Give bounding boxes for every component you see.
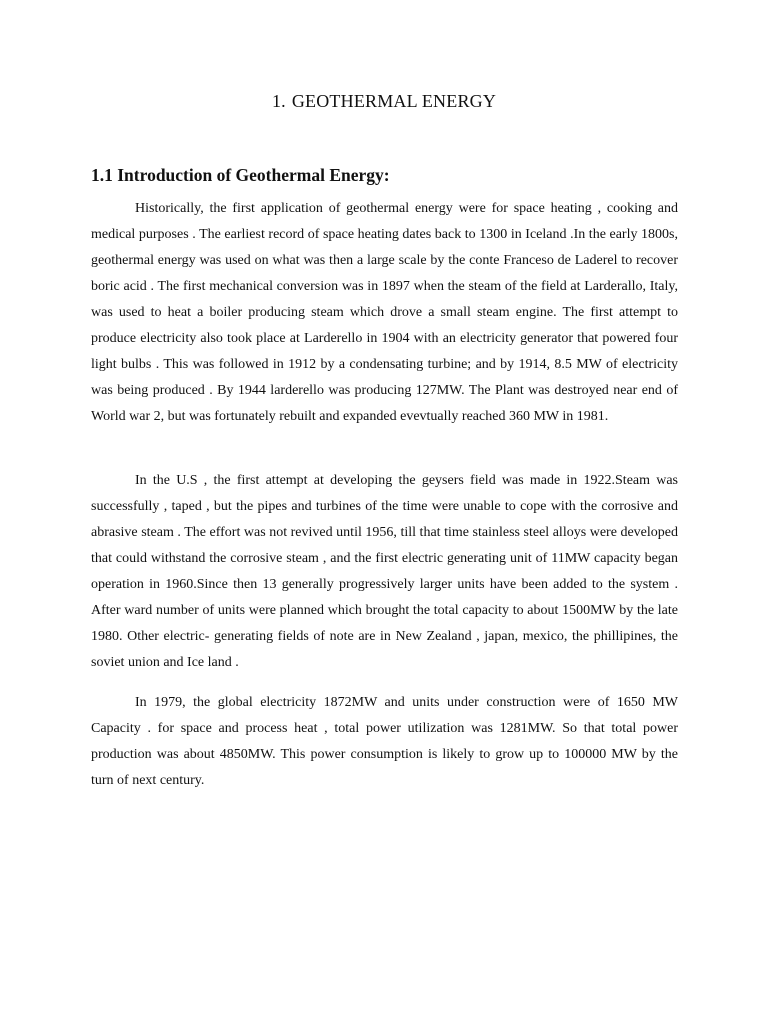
chapter-number: 1.	[271, 91, 286, 111]
paragraph-us-development: In the U.S , the first attempt at developing the geysers field was made in 1922.Steam was successfully , taped , but the pipes and turbines of the time were unable to cope with the corrosive and abrasive steam . The effort was not revived until 1956, till that time stainless steel alloys were developed that could withstand the corrosive steam , and the first electric generating unit of 11MW capacity began operation in 1960.Since then 13 generally progressively larger units have been added to the system . After ward number of units were planned which brought the total capacity to about 1500MW by the late 1980. Other electric- generating fields of note are in New Zealand , japan, mexico, the phillipines, the soviet union and Ice land .	[91, 473, 678, 670]
paragraph-global-capacity: In 1979, the global electricity 1872MW and units under construction were of 1650 MW Capacity . for space and process heat , total power utilization was 1281MW. So that total power production was about 4850MW. This power consumption is likely to grow up to 100000 MW by the turn of next century.	[91, 695, 678, 788]
chapter-title-text: GEOTHERMAL ENERGY	[291, 91, 497, 111]
chapter-title	[0, 89, 768, 113]
paragraph-history: Historically, the first application of geothermal energy were for space heating , cooking and medical purposes . The earliest record of space heating dates back to 1300 in Iceland .In the early 1800s, geothermal energy was used on what was then a large scale by the conte Franceso de Laderel to recover boric acid . The first mechanical conversion was in 1897 when the steam of the field at Larderallo, Italy, was used to heat a boiler producing steam which drove a small steam engine. The first attempt to produce electricity also took place at Larderello in 1904 with an electricity generator that powered four light bulbs . This was followed in 1912 by a condensating turbine; and by 1914, 8.5 MW of electricity was being produced . By 1944 larderello was producing 127MW. The Plant was destroyed near end of World war 2, but was fortunately rebuilt and expanded evevtually reached 360 MW in 1981.	[91, 201, 678, 424]
section-heading: 1.1 Introduction of Geothermal Energy:	[91, 165, 390, 185]
